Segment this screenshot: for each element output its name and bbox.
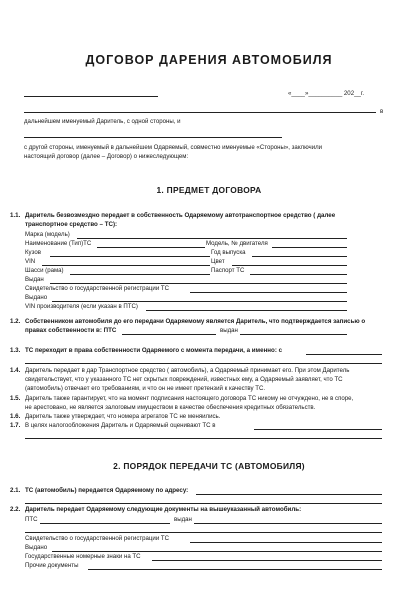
doc-pts-label: ПТС xyxy=(25,516,38,523)
field-type-label: Наименование (Тип)ТС xyxy=(25,240,92,247)
donee-clause-1: с другой стороны, именуемый в дальнейшем Одаряемый, совместно именуемые «Стороны», заключили xyxy=(24,144,323,151)
clause-number: 1.1. xyxy=(10,212,21,219)
clause-2-1-line xyxy=(196,494,382,495)
doc-registration-line xyxy=(190,542,382,543)
donee-name-line xyxy=(24,137,282,138)
field-brand-label: Марка (модель) xyxy=(25,231,70,238)
field-registration-label: Свидетельство о государственной регистрации ТС xyxy=(25,285,170,292)
clause-1-7-line-2 xyxy=(25,438,382,439)
clause-1-2-issued-line xyxy=(240,334,347,335)
field-issued-label: Выдан xyxy=(25,276,44,283)
field-vin-label: VIN xyxy=(25,258,36,265)
clause-1-1-text: Даритель безвозмездно передает в собственность Одаряемому автотранспортное средство ( далее xyxy=(25,212,336,219)
clause-number: 1.4. xyxy=(10,367,21,374)
clause-2-1-text: ТС (автомобиль) передается Одаряемому по адресу: xyxy=(25,487,189,494)
clause-number: 1.6. xyxy=(10,413,21,420)
field-vin-maker-label: VIN производителя (если указан в ПТС) xyxy=(25,303,138,310)
clause-1-3-line xyxy=(306,354,382,355)
doc-plates-line xyxy=(152,560,382,561)
field-passport-line xyxy=(250,274,347,275)
field-passport-label: Паспорт ТС xyxy=(211,267,245,274)
field-vin-line xyxy=(42,265,210,266)
doc-other-label: Прочие документы xyxy=(25,562,79,569)
clause-1-6-text: Даритель также утверждает, что номера агрегатов ТС не меняились. xyxy=(25,413,221,420)
doc-pts-line-2 xyxy=(25,532,382,533)
doc-other-line xyxy=(88,569,382,570)
clause-1-3-line-2 xyxy=(25,363,382,364)
doc-registration-label: Свидетельство о государственной регистрации ТС xyxy=(25,535,170,542)
field-brand-line xyxy=(77,238,347,239)
contract-date: «____»__________ 202__г. xyxy=(288,90,365,97)
field-body-line xyxy=(50,256,210,257)
field-issued2-label: Выдано xyxy=(25,294,48,301)
donor-name-line xyxy=(24,112,376,113)
document-title: ДОГОВОР ДАРЕНИЯ АВТОМОБИЛЯ xyxy=(85,53,333,67)
field-chassis-label: Шасси (рама) xyxy=(25,267,64,274)
field-issued-line xyxy=(50,283,347,284)
donor-suffix: в xyxy=(380,108,384,115)
city-line xyxy=(24,96,158,97)
donor-clause: дальнейшем именуемый Даритель, с одной стороны, и xyxy=(24,118,181,125)
clause-number: 2.2. xyxy=(10,506,21,513)
clause-1-7-line xyxy=(254,429,382,430)
clause-1-2-pts-line xyxy=(122,334,216,335)
donee-clause-2: настоящий договор (далее – Договор) о нижеследующем: xyxy=(24,153,189,160)
clause-2-1-line-2 xyxy=(25,503,382,504)
field-registration-line xyxy=(190,292,347,293)
clause-2-2-text: Даритель передает Одаряемому следующие документы на вышеуказанный автомобиль: xyxy=(25,506,302,513)
clause-1-7-text: В целях налогообложения Даритель и Одаряемый оценивают ТС в xyxy=(25,422,216,429)
field-vin-maker-line xyxy=(146,310,347,311)
doc-issued-line xyxy=(52,551,382,552)
field-year-label: Год выпуска xyxy=(211,249,246,256)
section-2-heading: 2. ПОРЯДОК ПЕРЕДАЧИ ТС (АВТОМОБИЛЯ) xyxy=(113,461,305,471)
doc-pts-line xyxy=(40,523,170,524)
field-chassis-line xyxy=(70,274,210,275)
doc-issued-label: Выдано xyxy=(25,544,48,551)
field-issued2-line xyxy=(52,301,347,302)
clause-1-2-issued: выдан xyxy=(220,327,238,334)
clause-number: 1.5. xyxy=(10,395,21,402)
clause-1-2-text-2: правах собственности в: ПТС xyxy=(25,327,117,334)
clause-1-5-line-2: не арестовано, не является залоговым имуществом в качестве обеспечения кредитных обязательств. xyxy=(25,404,316,411)
field-year-line xyxy=(252,256,347,257)
clause-number: 1.7. xyxy=(10,422,21,429)
doc-plates-label: Государственные номерные знаки на ТС xyxy=(25,553,141,560)
clause-1-3-text: ТС переходит в права собственности Одаряемого с момента передачи, а именно: с xyxy=(25,347,283,354)
field-engine-label: Модель, № двигателя xyxy=(206,240,268,247)
clause-1-2-text: Собственником автомобиля до его передачи Одаряемому является Даритель, что подтверждается записью о xyxy=(25,318,366,325)
doc-pts-issued-label: выдан xyxy=(174,516,192,523)
section-1-heading: 1. ПРЕДМЕТ ДОГОВОРА xyxy=(156,185,262,195)
field-color-label: Цвет xyxy=(211,258,225,265)
doc-pts-issued-line xyxy=(194,523,382,524)
field-type-line xyxy=(97,247,205,248)
clause-1-4-line-1: Даритель передает в дар Транспортное средство ( автомобиль), а Одаряемый принимает его. При этом Даритель xyxy=(25,367,350,374)
clause-1-4-line-3: (автомобиль) отвечает его требованиям, и что он не имеет претензий к качеству ТС. xyxy=(25,385,266,392)
clause-number: 2.1. xyxy=(10,487,21,494)
clause-1-1-text-2: транспортное средство – ТС): xyxy=(25,221,118,228)
clause-1-4-line-2: свидетельствует, что у указанного ТС нет скрытых повреждений, известных ему, а Одаряемый заявляет, что ТС xyxy=(25,376,343,383)
field-color-line xyxy=(232,265,347,266)
clause-number: 1.3. xyxy=(10,347,21,354)
clause-1-5-line-1: Даритель также гарантирует, что на момент подписания настоящего договора ТС никому не отчуждено, не в споре, xyxy=(25,395,354,402)
field-engine-line xyxy=(272,247,347,248)
field-body-label: Кузов xyxy=(25,249,41,256)
clause-number: 1.2. xyxy=(10,318,21,325)
